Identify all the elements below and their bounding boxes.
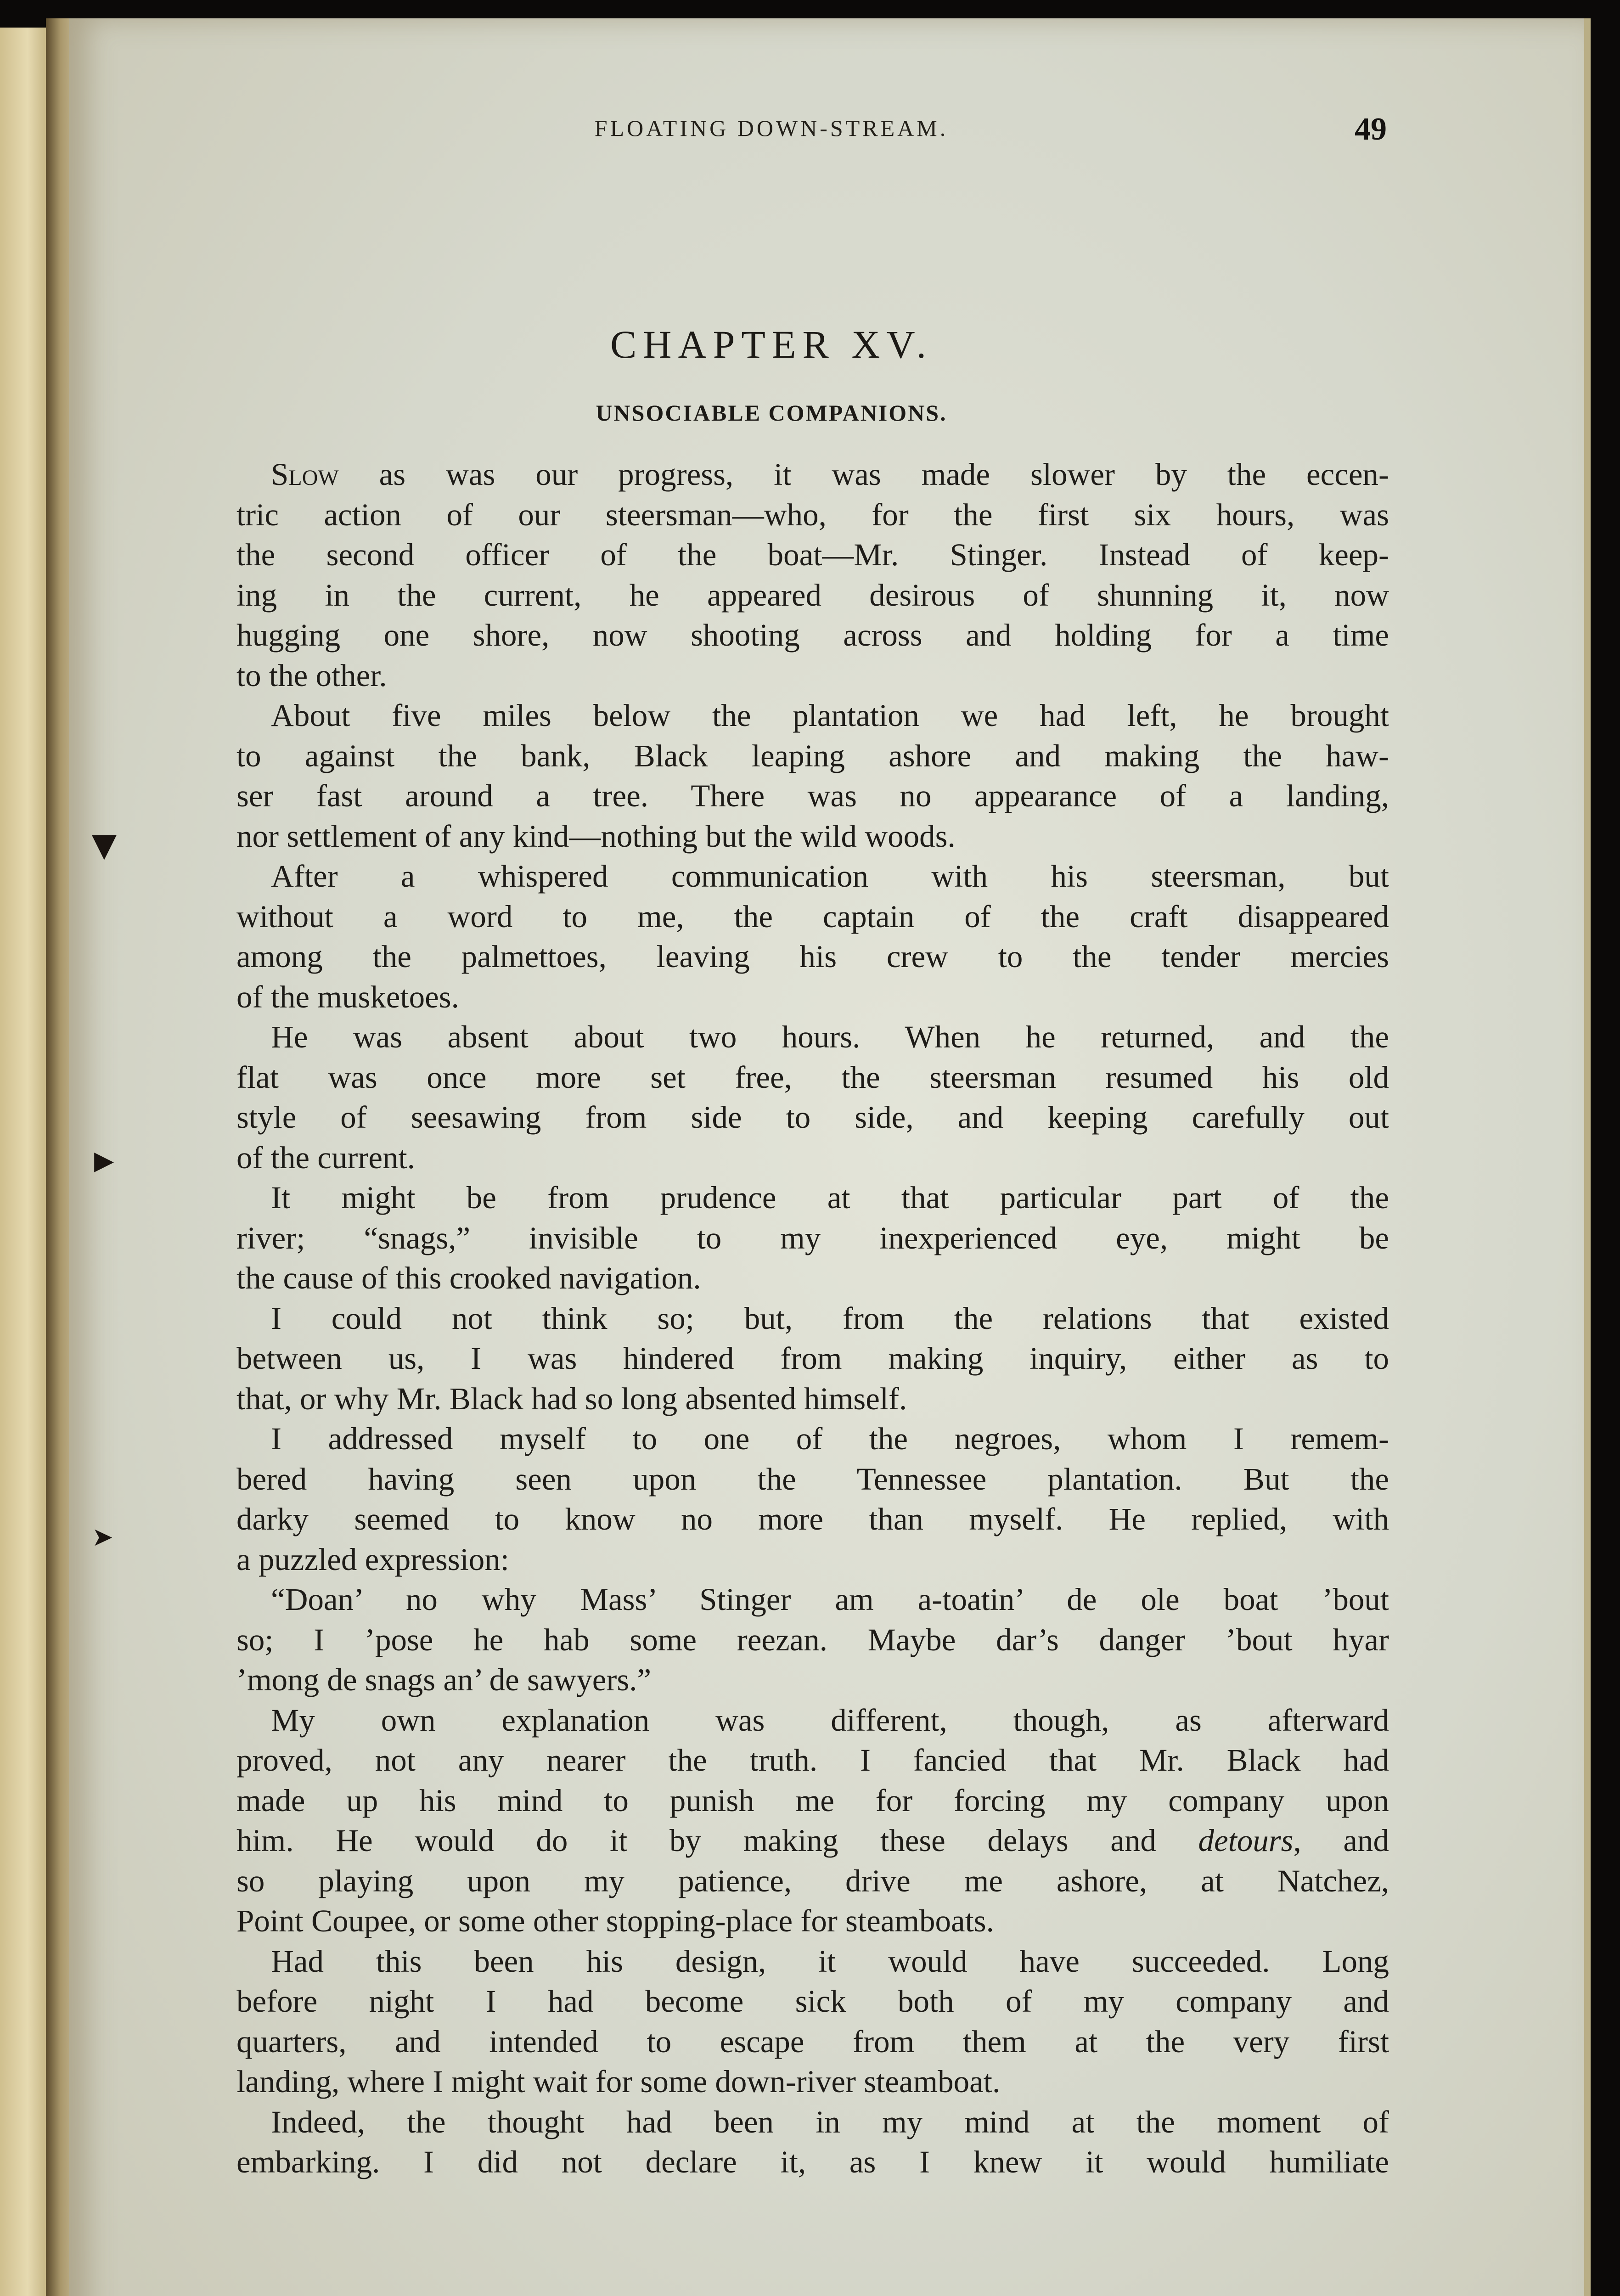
italic-word: detours: [1198, 1823, 1294, 1858]
text-line: quarters, and intended to escape from them at the very first: [236, 2024, 1389, 2059]
text-line: About five miles below the plantation we had left, he brought: [271, 698, 1389, 733]
text-line: before night I had become sick both of my company and: [236, 1984, 1389, 2019]
text-line: tric action of our steersman—who, for the first six hours, was: [236, 497, 1389, 532]
text-line: It might be from prudence at that particular part of the: [271, 1180, 1389, 1215]
text-line: a puzzled expression:: [236, 1542, 509, 1577]
text-line: He was absent about two hours. When he returned, and the: [271, 1019, 1389, 1054]
text-line: without a word to me, the captain of the craft disappeared: [236, 899, 1389, 934]
text-line: of the musketoes.: [236, 979, 459, 1014]
text-line: the cause of this crooked navigation.: [236, 1261, 701, 1295]
text-line: flat was once more set free, the steersman resumed his old: [236, 1059, 1389, 1095]
binding-thread-mark: ▶: [94, 1146, 114, 1176]
text-line: among the palmettoes, leaving his crew to the tender mercies: [236, 939, 1389, 974]
text-line: river; “snags,” invisible to my inexperienced eye, might be: [236, 1220, 1389, 1255]
binding-thread-mark: ➤: [92, 1522, 113, 1552]
text-line: ’mong de snags an’ de sawyers.”: [236, 1662, 652, 1697]
small-caps-lead: Slow: [271, 457, 339, 492]
text-line: darky seemed to know no more than myself. He replied, with: [236, 1502, 1389, 1536]
chapter-subtitle: UNSOCIABLE COMPANIONS.: [596, 400, 947, 426]
text-line: “Doan’ no why Mass’ Stinger am a-toatin’ de ole boat ’bout: [271, 1582, 1389, 1617]
text-line: so; I ’pose he hab some reezan. Maybe dar’s danger ’bout hyar: [236, 1622, 1389, 1657]
previous-page-edge: [0, 28, 51, 2296]
binding-thread-mark: ▼: [92, 826, 117, 864]
text-line: Point Coupee, or some other stopping-place for steamboats.: [236, 1903, 994, 1938]
text-line: After a whispered communication with his steersman, but: [271, 859, 1389, 894]
text-line: Had this been his design, it would have succeeded. Long: [271, 1943, 1389, 1979]
body-text: [236, 455, 1389, 2183]
text-line: to the other.: [236, 658, 387, 693]
text-line: landing, where I might wait for some down-river steamboat.: [236, 2064, 1001, 2099]
text-line: to against the bank, Black leaping ashore and making the haw-: [236, 738, 1389, 773]
text-line: of the current.: [236, 1140, 415, 1175]
text-line: him. He would do it by making these delays and detours, and: [236, 1823, 1389, 1858]
text-line: I could not think so; but, from the relations that existed: [271, 1300, 1389, 1336]
page-header: [156, 112, 1387, 152]
page-number: 49: [1355, 112, 1387, 147]
text-line: ser fast around a tree. There was no appearance of a landing,: [236, 778, 1389, 813]
text-line: ing in the current, he appeared desirous of shunning it, now: [236, 577, 1389, 613]
text-line: style of seesawing from side to side, and keeping carefully out: [236, 1100, 1389, 1135]
chapter-title: CHAPTER XV.: [610, 322, 933, 366]
text-line: I addressed myself to one of the negroes, whom I remem-: [271, 1421, 1389, 1456]
text-line: My own explanation was different, though, as afterward: [271, 1702, 1389, 1738]
text-line: the second officer of the boat—Mr. Stinger. Instead of keep-: [236, 537, 1389, 572]
text-line: Indeed, the thought had been in my mind at the moment of: [271, 2104, 1389, 2139]
text-line: nor settlement of any kind—nothing but the wild woods.: [236, 818, 956, 854]
text-line: bered having seen upon the Tennessee plantation. But the: [236, 1461, 1389, 1497]
text-line: between us, I was hindered from making inquiry, either as to: [236, 1341, 1389, 1376]
text-line: embarking. I did not declare it, as I knew it would humiliate: [236, 2144, 1389, 2179]
running-head: FLOATING DOWN-STREAM.: [594, 115, 949, 141]
text-line: proved, not any nearer the truth. I fancied that Mr. Black had: [236, 1743, 1389, 1778]
text-line: so playing upon my patience, drive me ashore, at Natchez,: [236, 1863, 1389, 1898]
text-line: made up his mind to punish me for forcing my company upon: [236, 1783, 1389, 1818]
text-line: hugging one shore, now shooting across and holding for a time: [236, 618, 1389, 653]
text-line: that, or why Mr. Black had so long absented himself.: [236, 1381, 907, 1416]
text-line: Slow as was our progress, it was made slower by the eccen-: [271, 457, 1389, 492]
